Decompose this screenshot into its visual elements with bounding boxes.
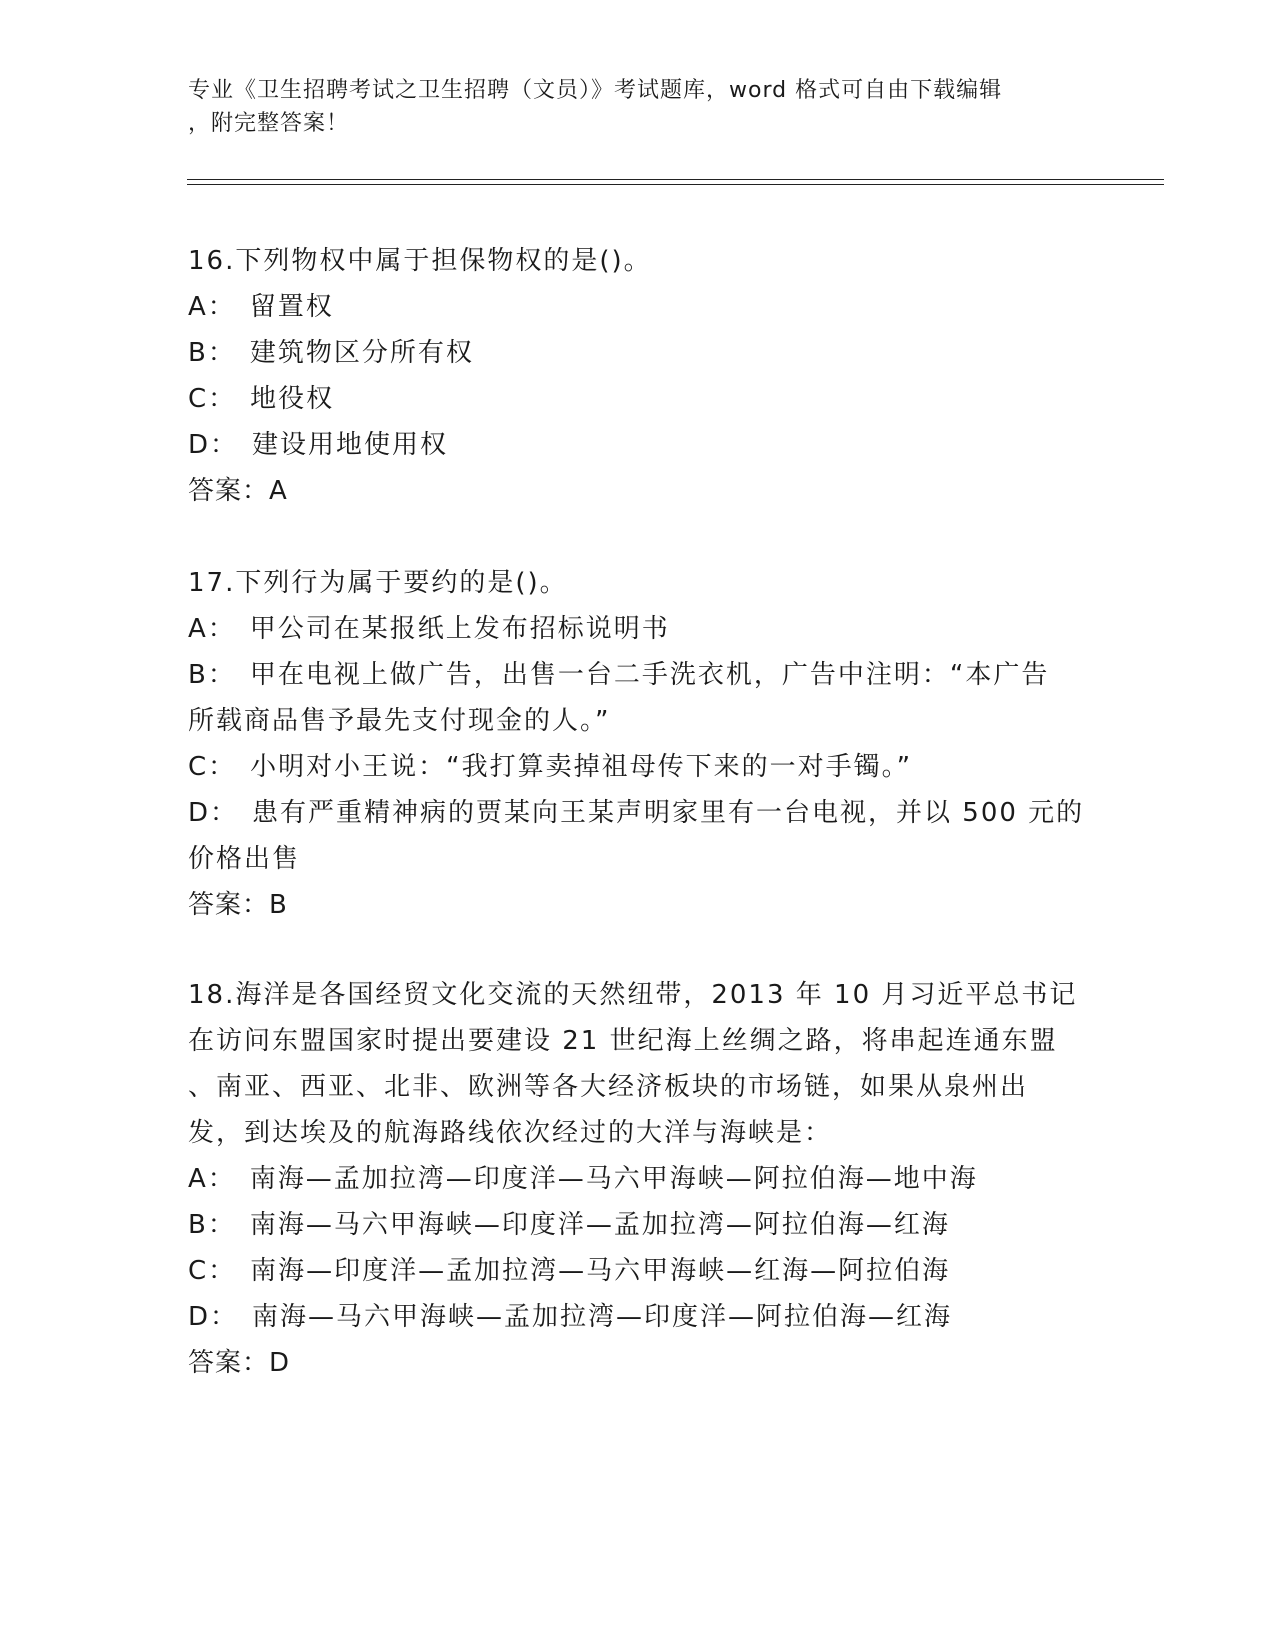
option-text: 患有严重精神病的贾某向王某声明家里有一台电视，并以 500 元的: [252, 798, 1085, 828]
answer-value: D: [269, 1348, 291, 1378]
answer: [188, 1340, 1088, 1386]
header-line-1: 专业《卫生招聘考试之卫生招聘（文员）》考试题库，word 格式可自由下载编辑: [188, 78, 1003, 103]
option-letter: D：: [188, 430, 239, 460]
answer-label: 答案：: [188, 476, 270, 506]
option-text: 南海—孟加拉湾—印度洋—马六甲海峡—阿拉伯海—地中海: [249, 1164, 978, 1194]
option-text: 南海—马六甲海峡—孟加拉湾—印度洋—阿拉伯海—红海: [252, 1302, 953, 1332]
option-text: 甲在电视上做广告，出售一台二手洗衣机，广告中注明：“本广告: [249, 660, 1050, 690]
option-text: 地役权: [250, 384, 335, 414]
answer-value: A: [269, 476, 288, 506]
option-text: 建筑物区分所有权: [249, 338, 474, 368]
document-header: [188, 74, 1068, 140]
option-text: 甲公司在某报纸上发布招标说明书: [249, 614, 670, 644]
option-c: [188, 376, 1088, 422]
option-b: [188, 652, 1088, 698]
answer-label: 答案：: [188, 1348, 270, 1378]
answer-label: 答案：: [188, 890, 270, 920]
question-stem: 17.下列行为属于要约的是()。: [188, 568, 568, 598]
option-text: 建设用地使用权: [252, 430, 449, 460]
option-d: [188, 790, 1088, 836]
option-letter: D：: [188, 798, 239, 828]
option-letter: B：: [188, 660, 236, 690]
question-stem-line: 在访问东盟国家时提出要建设 21 世纪海上丝绸之路，将串起连通东盟: [188, 1026, 1058, 1056]
option-a: [188, 606, 1088, 652]
option-letter: A：: [188, 1164, 236, 1194]
option-c: [188, 1248, 1088, 1294]
option-text: 南海—印度洋—孟加拉湾—马六甲海峡—红海—阿拉伯海: [250, 1256, 951, 1286]
option-letter: D：: [188, 1302, 239, 1332]
option-b-continued: 所载商品售予最先支付现金的人。”: [188, 706, 611, 736]
question-stem-line: 18.海洋是各国经贸文化交流的天然纽带，2013 年 10 月习近平总书记: [188, 980, 1078, 1010]
option-b: [188, 1202, 1088, 1248]
header-line-2: ，附完整答案！: [188, 111, 350, 136]
question-stem-line: 发，到达埃及的航海路线依次经过的大洋与海峡是：: [188, 1118, 833, 1148]
question-stem-line: 、南亚、西亚、北非、欧洲等各大经济板块的市场链，如果从泉州出: [188, 1072, 1029, 1102]
option-a: [188, 284, 1088, 330]
answer: [188, 882, 1088, 928]
answer-value: B: [269, 890, 288, 920]
option-b: [188, 330, 1088, 376]
option-text: 小明对小王说：“我打算卖掉祖母传下来的一对手镯。”: [250, 752, 913, 782]
question-16: [188, 238, 1088, 514]
option-letter: B：: [188, 338, 236, 368]
option-c: [188, 744, 1088, 790]
option-letter: C：: [188, 1256, 237, 1286]
header-divider-top: [187, 179, 1164, 180]
option-d: [188, 422, 1088, 468]
option-d-continued: 价格出售: [188, 844, 301, 874]
option-letter: C：: [188, 384, 237, 414]
question-18: [188, 972, 1088, 1386]
option-text: 留置权: [249, 292, 334, 322]
option-text: 南海—马六甲海峡—印度洋—孟加拉湾—阿拉伯海—红海: [249, 1210, 950, 1240]
option-letter: B：: [188, 1210, 236, 1240]
question-stem: 16.下列物权中属于担保物权的是()。: [188, 246, 652, 276]
option-a: [188, 1156, 1088, 1202]
option-letter: A：: [188, 614, 236, 644]
header-divider-bottom: [187, 184, 1164, 185]
question-17: [188, 560, 1088, 928]
answer: [188, 468, 1088, 514]
option-letter: A：: [188, 292, 236, 322]
option-d: [188, 1294, 1088, 1340]
option-letter: C：: [188, 752, 237, 782]
